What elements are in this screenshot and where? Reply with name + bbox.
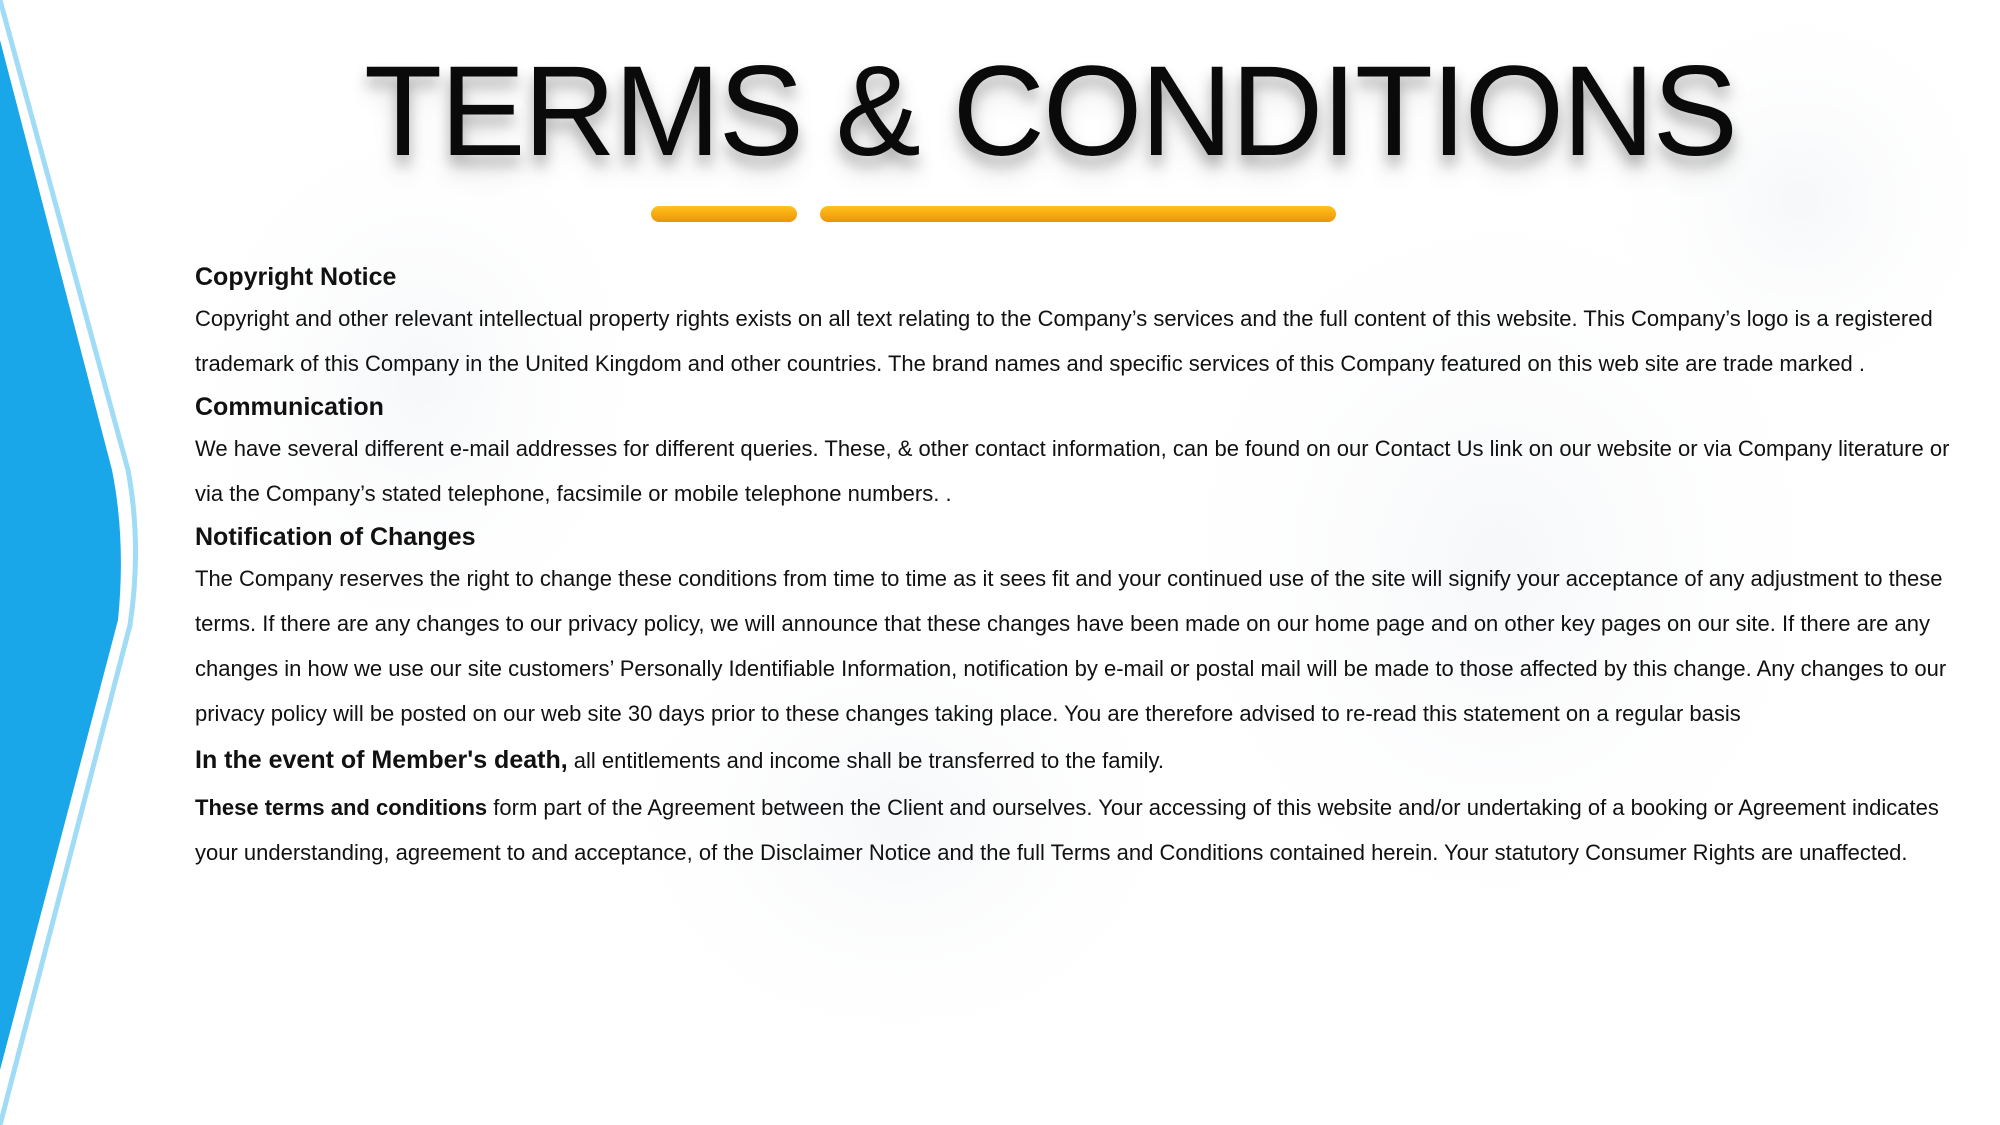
section-body-notification: The Company reserves the right to change these conditions from time to time as it sees fit and your continued use of the site will signify your acceptance of any adjustment to these terms. If there are any changes to our privacy policy, we will announce that these changes have been made on our home page and on other key pages on our site. If there are any changes in how we use our site customers’ Personally Identifiable Information, notification by e-mail or postal mail will be made to those affected by this change. Any changes to our privacy policy will be posted on our web site 30 days prior to these changes taking place. You are therefore advised to re-read this statement on a regular basis — [195, 566, 1947, 726]
section-heading-notification: Notification of Changes — [195, 523, 476, 551]
terms-content — [195, 258, 1965, 877]
section-heading-copyright: Copyright Notice — [195, 263, 397, 291]
title-underline-short — [651, 206, 797, 222]
death-clause-lead: In the event of Member's death, — [195, 746, 568, 774]
agreement-lead: These terms and conditions — [195, 795, 488, 820]
section-body-copyright: Copyright and other relevant intellectual property rights exists on all text relating to the Company’s services and the full content of this website. This Company’s logo is a registered trademark of this Company in the United Kingdom and other countries. The brand names and specific services of this Company featured on this web site are trade marked . — [195, 306, 1933, 376]
section-body-communication: We have several different e-mail addresses for different queries. These, & other contact information, can be found on our Contact Us link on our website or via Company literature or via the Company’s stated telephone, facsimile or mobile telephone numbers. . — [195, 436, 1950, 506]
page-title: TERMS & CONDITIONS — [363, 40, 1737, 183]
death-clause-text: all entitlements and income shall be transferred to the family. — [567, 748, 1165, 773]
death-clause — [195, 738, 1965, 783]
section-heading-communication: Communication — [195, 393, 384, 421]
agreement-text: form part of the Agreement between the Client and ourselves. Your accessing of this website and/or undertaking of a booking or Agreement indicates your understanding, agreement to and acceptance, of the Disclaimer Notice and the full Terms and Conditions contained herein. Your statutory Consumer Rights are unaffected. — [195, 795, 1939, 865]
title-underline-long — [820, 206, 1336, 222]
agreement-paragraph — [195, 785, 1965, 875]
